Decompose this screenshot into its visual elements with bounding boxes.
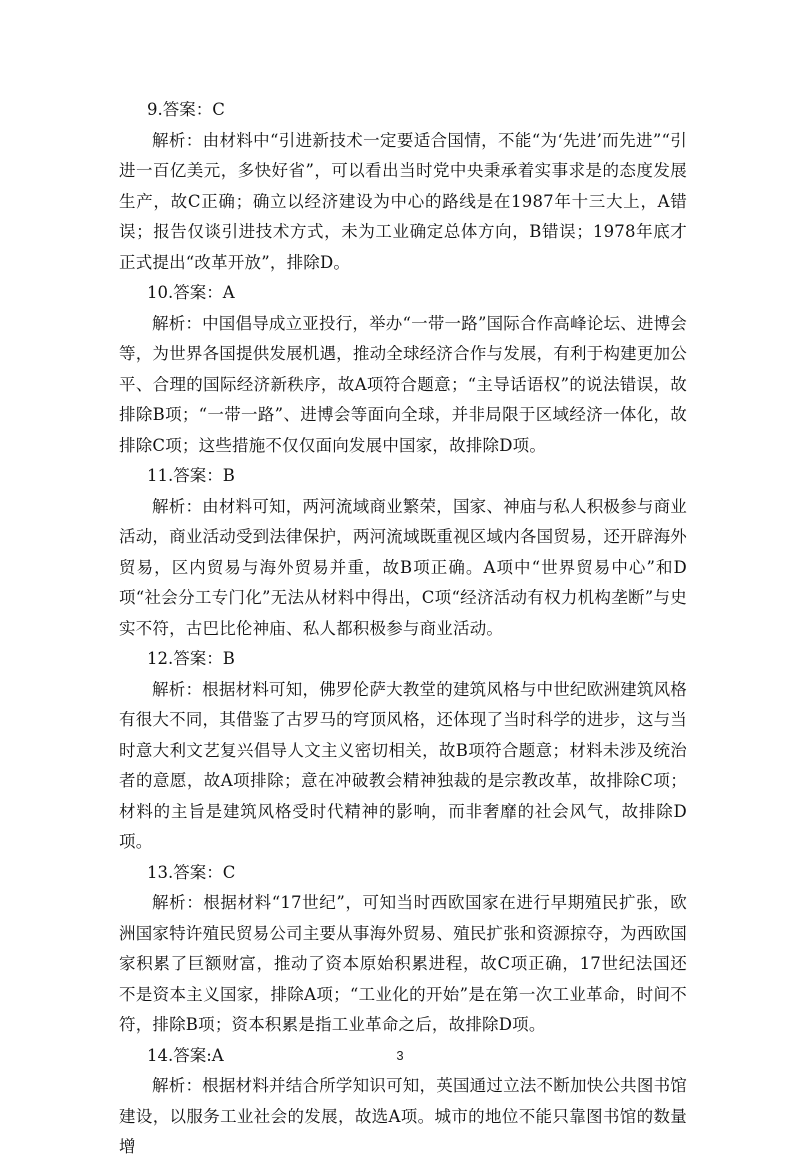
question-12-block <box>119 644 687 858</box>
analysis-paragraph: 解析：由材料中“引进新技术一定要适合国情，不能“为‘先进’而先进”“引进一百亿美元，多快好省”，可以看出当时党中央秉承着实事求是的态度发展生产，故C正确；确立以经济建设为中心的路线是在1987年十三大上，A错误；报告仅谈引进技术方式，未为工业确定总体方向，B错误；1978年底才正式提出“改革开放”，排除D。 <box>119 130 687 272</box>
question-9-block <box>119 95 687 278</box>
analysis-paragraph: 解析：根据材料可知，佛罗伦萨大教堂的建筑风格与中世纪欧洲建筑风格有很大不同，其借鉴了古罗马的穹顶风格，还体现了当时科学的进步，这与当时意大利文艺复兴倡导人文主义密切相关，故B项符合题意；材料未涉及统治者的意愿，故A项排除；意在冲破教会精神独裁的是宗教改革，故排除C项；材料的主旨是建筑风格受时代精神的影响，而非奢靡的社会风气，故排除D项。 <box>119 679 687 851</box>
analysis-paragraph: 解析：根据材料“17世纪”，可知当时西欧国家在进行早期殖民扩张，欧洲国家特许殖民贸易公司主要从事海外贸易、殖民扩张和资源掠夺，为西欧国家积累了巨额财富，推动了资本原始积累进程，故C项正确，17世纪法国还不是资本主义国家，排除A项；“工业化的开始”是在第一次工业革命，时间不符，排除B项；资本积累是指工业革命之后，故排除D项。 <box>119 893 687 1034</box>
page-number: 3 <box>396 1048 404 1063</box>
analysis-paragraph: 解析：由材料可知，两河流域商业繁荣，国家、神庙与私人积极参与商业活动，商业活动受到法律保护，两河流域既重视区域内各国贸易，还开辟海外贸易，区内贸易与海外贸易并重，故B项正确。A项中“世界贸易中心”和D项“社会分工专门化”无法从材料中得出，C项“经济活动有权力机构垄断”与史实不符，古巴比伦神庙、私人都积极参与商业活动。 <box>119 496 687 638</box>
answer-line: 10.答案：A <box>147 283 235 302</box>
question-11-block <box>119 461 687 644</box>
analysis-paragraph: 解析：根据材料并结合所学知识可知，英国通过立法不断加快公共图书馆建设，以服务工业社会的发展，故选A项。城市的地位不能只靠图书馆的数量增 <box>119 1076 687 1156</box>
answer-line: 12.答案：B <box>147 649 235 668</box>
question-10-block <box>119 278 687 461</box>
answer-line: 13.答案：C <box>147 862 236 882</box>
question-13-block <box>119 858 687 1041</box>
answer-line: 9.答案：C <box>147 100 225 119</box>
answer-line: 14.答案:A <box>147 1045 224 1065</box>
analysis-paragraph: 解析：中国倡导成立亚投行，举办“一带一路”国际合作高峰论坛、进博会等，为世界各国提供发展机遇，推动全球经济合作与发展，有利于构建更加公平、合理的国际经济新秩序，故A项符合题意；“主导话语权”的说法错误，故排除B项；“一带一路”、进博会等面向全球，并非局限于区域经济一体化，故排除C项；这些措施不仅仅面向发展中国家，故排除D项。 <box>119 313 687 455</box>
document-page <box>119 95 687 1163</box>
answer-line: 11.答案：B <box>147 466 235 485</box>
